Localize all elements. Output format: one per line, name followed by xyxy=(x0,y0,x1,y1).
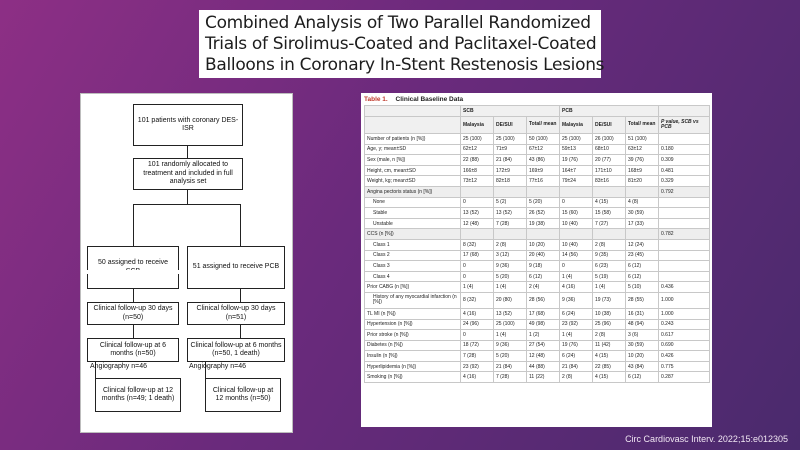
connector xyxy=(187,190,188,204)
table-cell: 0 xyxy=(560,261,593,272)
table-cell: 4 (16) xyxy=(461,372,494,383)
row-label: Diabetes (n [%]) xyxy=(365,340,461,351)
table-cell: 7 (27) xyxy=(593,218,626,229)
connector xyxy=(133,204,134,246)
table-row xyxy=(365,144,710,155)
table-cell: 21 (84) xyxy=(560,361,593,372)
table-cell: 23 (92) xyxy=(560,319,593,330)
baseline-table xyxy=(364,105,710,383)
randomized-text: 101 randomly allocated to treatment and included in full analysis set xyxy=(143,161,233,186)
table-row xyxy=(365,197,710,208)
table-row xyxy=(365,229,710,240)
table-cell: 0.426 xyxy=(659,351,710,362)
row-label: Insulin (n [%]) xyxy=(365,351,461,362)
table-cell: 1 (4) xyxy=(494,330,527,341)
table-row xyxy=(365,330,710,341)
row-label: Prior stroke (n [%]) xyxy=(365,330,461,341)
connector xyxy=(133,204,240,205)
table-cell: 28 (56) xyxy=(527,292,560,308)
table-cell: 8 (32) xyxy=(461,239,494,250)
table-title: Clinical Baseline Data xyxy=(395,96,464,103)
table-cell: 6 (24) xyxy=(560,308,593,319)
table-cell: 62±12 xyxy=(461,144,494,155)
table-cell: 20 (40) xyxy=(527,250,560,261)
row-label: Stable xyxy=(365,208,461,219)
table-cell: 7 (28) xyxy=(461,351,494,362)
table-cell: 68±10 xyxy=(593,144,626,155)
table-cell: 50 (100) xyxy=(527,134,560,145)
pcb-angiography: Angiography n=46 xyxy=(189,363,247,370)
consort-flowchart xyxy=(80,93,293,433)
article-title xyxy=(199,10,605,78)
table-cell: 79±24 xyxy=(560,176,593,187)
row-label: Smoking (n [%]) xyxy=(365,372,461,383)
row-label: Weight, kg; mean±SD xyxy=(365,176,461,187)
table-cell: 6 (12) xyxy=(626,271,659,282)
row-label: Sex (male, n [%]) xyxy=(365,155,461,166)
table-cell: 17 (68) xyxy=(461,250,494,261)
table-cell: 5 (20) xyxy=(494,271,527,282)
connector xyxy=(240,289,241,302)
table-cell: 0.309 xyxy=(659,155,710,166)
pcb-followup6-text: Clinical follow-up at 6 months (n=50, 1 death) xyxy=(190,341,282,357)
row-label: Class 2 xyxy=(365,250,461,261)
table-cell: 15 (58) xyxy=(593,208,626,219)
table-cell: 0.782 xyxy=(659,229,710,240)
table-cell: 4 (16) xyxy=(560,282,593,293)
table-row xyxy=(365,134,710,145)
table-cell: 19 (76) xyxy=(560,340,593,351)
table-cell xyxy=(626,229,659,240)
table-cell: 51 (100) xyxy=(626,134,659,145)
table-cell: 0 xyxy=(560,197,593,208)
row-label: Hyperlipidemia (n [%]) xyxy=(365,361,461,372)
table-cell: 6 (12) xyxy=(527,271,560,282)
table-cell: 48 (94) xyxy=(626,319,659,330)
table-cell: 67±12 xyxy=(527,144,560,155)
table-cell: 19 (38) xyxy=(527,218,560,229)
connector xyxy=(133,289,134,302)
table-cell: 10 (40) xyxy=(560,218,593,229)
enrolled-text: 101 patients with coronary DES-ISR xyxy=(137,116,239,132)
table-cell: 25 (100) xyxy=(461,134,494,145)
table-row xyxy=(365,351,710,362)
table-row xyxy=(365,361,710,372)
table-row xyxy=(365,155,710,166)
table-cell: 63±12 xyxy=(626,144,659,155)
table-cell: 0.329 xyxy=(659,176,710,187)
table-cell: 0.792 xyxy=(659,186,710,197)
table-cell: 11 (22) xyxy=(527,372,560,383)
table-cell xyxy=(593,186,626,197)
connector xyxy=(187,146,188,158)
table-cell: 0 xyxy=(461,197,494,208)
table-cell: 12 (48) xyxy=(527,351,560,362)
blank-header xyxy=(659,106,710,117)
group-scb: SCB xyxy=(461,106,560,117)
table-cell xyxy=(659,250,710,261)
table-cell: 11 (42) xyxy=(593,340,626,351)
row-label: Hypertension (n [%]) xyxy=(365,319,461,330)
table-cell: 39 (76) xyxy=(626,155,659,166)
table-row xyxy=(365,165,710,176)
table-cell: 10 (38) xyxy=(593,308,626,319)
table-cell: 77±16 xyxy=(527,176,560,187)
table-cell: 8 (32) xyxy=(461,292,494,308)
table-cell: 73±12 xyxy=(461,176,494,187)
column-header: Total/ mean xyxy=(626,117,659,134)
table-row xyxy=(365,176,710,187)
scb-followup30-box xyxy=(87,302,179,325)
table-cell: 71±9 xyxy=(494,144,527,155)
table-cell: 23 (92) xyxy=(461,361,494,372)
table-cell: 0 xyxy=(461,330,494,341)
table-cell: 0.436 xyxy=(659,282,710,293)
table-cell: 20 (77) xyxy=(593,155,626,166)
table-cell: 0.481 xyxy=(659,165,710,176)
table-row xyxy=(365,186,710,197)
table-cell: 17 (68) xyxy=(527,308,560,319)
table-cell: 43 (84) xyxy=(626,361,659,372)
table-cell: 5 (2) xyxy=(494,197,527,208)
scb-assigned-box xyxy=(87,246,179,289)
table-cell: 9 (36) xyxy=(494,261,527,272)
table-cell: 18 (72) xyxy=(461,340,494,351)
pcb-assigned-text: 51 assigned to receive PCB xyxy=(192,263,280,271)
table-cell: 10 (20) xyxy=(527,239,560,250)
column-header: Malaysia xyxy=(560,117,593,134)
row-label: Class 1 xyxy=(365,239,461,250)
table-cell: 2 (8) xyxy=(593,330,626,341)
table-cell: 2 (4) xyxy=(527,282,560,293)
connector xyxy=(133,325,134,338)
pcb-assigned-box xyxy=(187,246,285,289)
table-cell: 6 (24) xyxy=(560,351,593,362)
table-cell: 4 (15) xyxy=(593,372,626,383)
table-cell: 9 (36) xyxy=(560,292,593,308)
scb-followup12-text: Clinical follow-up at 12 months (n=49; 1 death) xyxy=(101,386,175,402)
table-row xyxy=(365,372,710,383)
table-cell: 6 (12) xyxy=(626,372,659,383)
table-cell: 22 (88) xyxy=(461,155,494,166)
table-cell: 24 (96) xyxy=(461,319,494,330)
connector xyxy=(240,204,241,246)
pcb-followup12-box xyxy=(205,378,281,412)
table-cell: 3 (6) xyxy=(626,330,659,341)
row-label: Unstable xyxy=(365,218,461,229)
table-cell: 15 (60) xyxy=(560,208,593,219)
pcb-followup12-text: Clinical follow-up at 12 months (n=50) xyxy=(212,386,274,402)
table-cell: 0.287 xyxy=(659,372,710,383)
scb-followup12-box xyxy=(95,378,181,412)
table-row xyxy=(365,218,710,229)
table-cell xyxy=(527,186,560,197)
table-cell: 4 (15) xyxy=(593,351,626,362)
pcb-followup30-text: Clinical follow-up 30 days (n=51) xyxy=(196,305,276,321)
scb-followup6-text: Clinical follow-up at 6 months (n=50) xyxy=(99,341,167,357)
table-row xyxy=(365,239,710,250)
table-cell: 5 (20) xyxy=(527,197,560,208)
table-cell: 81±20 xyxy=(626,176,659,187)
table-cell xyxy=(560,229,593,240)
table-cell xyxy=(659,197,710,208)
table-cell: 1.000 xyxy=(659,292,710,308)
table-cell: 1 (4) xyxy=(560,330,593,341)
table-cell xyxy=(560,186,593,197)
row-label: Age, y; mean±SD xyxy=(365,144,461,155)
citation: Circ Cardiovasc Interv. 2022;15:e012305 xyxy=(625,434,788,444)
scb-followup6-box xyxy=(87,338,179,362)
table-cell xyxy=(626,186,659,197)
table-cell: 49 (98) xyxy=(527,319,560,330)
table-cell xyxy=(659,239,710,250)
pcb-followup30-box xyxy=(187,302,285,325)
table-cell: 7 (28) xyxy=(494,218,527,229)
table-cell: 1 (4) xyxy=(560,271,593,282)
table-cell: 2 (8) xyxy=(494,239,527,250)
column-header: P value, SCB vs PCB xyxy=(659,117,710,134)
table-caption xyxy=(364,95,709,105)
column-header: DE/SUI xyxy=(494,117,527,134)
row-label: Prior CABG (n [%]) xyxy=(365,282,461,293)
table-cell: 4 (16) xyxy=(461,308,494,319)
blank-header xyxy=(365,117,461,134)
table-cell: 0 xyxy=(461,271,494,282)
title-line: Trials of Sirolimus-Coated and Paclitaxel-Coated xyxy=(205,34,597,54)
table-cell: 27 (54) xyxy=(527,340,560,351)
table-cell: 7 (28) xyxy=(494,372,527,383)
table-cell xyxy=(659,208,710,219)
table-cell: 26 (100) xyxy=(593,134,626,145)
table-cell xyxy=(659,218,710,229)
table-cell: 17 (33) xyxy=(626,218,659,229)
table-cell xyxy=(494,186,527,197)
table-cell: 3 (12) xyxy=(494,250,527,261)
table-cell: 13 (52) xyxy=(461,208,494,219)
table-cell: 6 (23) xyxy=(593,261,626,272)
table-cell: 10 (20) xyxy=(626,351,659,362)
table-cell: 5 (10) xyxy=(626,282,659,293)
randomized-box xyxy=(133,158,243,190)
table-cell: 1 (4) xyxy=(461,282,494,293)
table-cell: 0.690 xyxy=(659,340,710,351)
table-cell xyxy=(527,229,560,240)
table-cell: 0.243 xyxy=(659,319,710,330)
table-cell: 82±18 xyxy=(494,176,527,187)
table-cell: 22 (85) xyxy=(593,361,626,372)
row-label: TL MI (n [%]) xyxy=(365,308,461,319)
enrolled-box xyxy=(133,104,243,146)
table-cell: 12 (48) xyxy=(461,218,494,229)
table-row xyxy=(365,319,710,330)
table-cell: 16 (31) xyxy=(626,308,659,319)
table-row xyxy=(365,282,710,293)
table-cell: 1 (4) xyxy=(593,282,626,293)
table-cell: 168±9 xyxy=(626,165,659,176)
table-cell: 25 (100) xyxy=(560,134,593,145)
column-header: Malaysia xyxy=(461,117,494,134)
table-cell: 169±9 xyxy=(527,165,560,176)
table-cell: 25 (96) xyxy=(593,319,626,330)
row-label: CCS (n [%]) xyxy=(365,229,461,240)
table-cell: 10 (40) xyxy=(560,239,593,250)
scb-angiography: Angiography n=46 xyxy=(90,363,148,370)
table-cell: 9 (36) xyxy=(494,340,527,351)
table-column-header xyxy=(365,117,710,134)
row-label: Height, cm, mean±SD xyxy=(365,165,461,176)
table-cell: 171±10 xyxy=(593,165,626,176)
table-cell: 59±13 xyxy=(560,144,593,155)
table-cell: 0.775 xyxy=(659,361,710,372)
table-cell: 2 (8) xyxy=(560,372,593,383)
blank-header xyxy=(365,106,461,117)
title-line: Combined Analysis of Two Parallel Randomized xyxy=(205,13,591,33)
table-number: Table 1. xyxy=(364,96,388,103)
table-cell: 12 (24) xyxy=(626,239,659,250)
table-cell: 25 (100) xyxy=(494,319,527,330)
table-row xyxy=(365,292,710,308)
table-cell: 4 (15) xyxy=(593,197,626,208)
table-cell: 43 (86) xyxy=(527,155,560,166)
table-cell: 9 (35) xyxy=(593,250,626,261)
table-cell: 4 (8) xyxy=(626,197,659,208)
table-cell: 25 (100) xyxy=(494,134,527,145)
table-cell xyxy=(461,229,494,240)
table-cell xyxy=(494,229,527,240)
table-cell: 0 xyxy=(461,261,494,272)
column-header: Total/ mean xyxy=(527,117,560,134)
table-row xyxy=(365,261,710,272)
table-cell: 1 (4) xyxy=(494,282,527,293)
table-row xyxy=(365,340,710,351)
table-cell: 0.180 xyxy=(659,144,710,155)
table-cell: 19 (73) xyxy=(593,292,626,308)
title-line: Balloons in Coronary In-Stent Restenosis Lesions xyxy=(205,55,605,75)
table-cell: 28 (55) xyxy=(626,292,659,308)
table-group-header xyxy=(365,106,710,117)
row-label: Class 4 xyxy=(365,271,461,282)
table-cell: 13 (52) xyxy=(494,208,527,219)
table-cell: 1 (2) xyxy=(527,330,560,341)
row-label: Class 3 xyxy=(365,261,461,272)
table-cell: 13 (52) xyxy=(494,308,527,319)
table-cell: 6 (12) xyxy=(626,261,659,272)
table-row xyxy=(365,271,710,282)
table-cell: 5 (20) xyxy=(494,351,527,362)
table-cell: 5 (19) xyxy=(593,271,626,282)
table-cell: 166±8 xyxy=(461,165,494,176)
table-cell: 21 (84) xyxy=(494,361,527,372)
table-cell xyxy=(659,261,710,272)
connector xyxy=(240,325,241,338)
pcb-followup6-box xyxy=(187,338,285,362)
table-cell: 172±9 xyxy=(494,165,527,176)
table-cell: 30 (59) xyxy=(626,340,659,351)
table-cell xyxy=(461,186,494,197)
scb-assigned-text: 50 assigned to receive xyxy=(97,259,169,266)
table-cell xyxy=(659,271,710,282)
table-cell: 26 (52) xyxy=(527,208,560,219)
table-cell: 1.000 xyxy=(659,308,710,319)
table-cell: 9 (18) xyxy=(527,261,560,272)
table-cell: 21 (84) xyxy=(494,155,527,166)
table-cell: 23 (45) xyxy=(626,250,659,261)
table-row xyxy=(365,208,710,219)
table-row xyxy=(365,308,710,319)
group-pcb: PCB xyxy=(560,106,659,117)
table-cell: 164±7 xyxy=(560,165,593,176)
baseline-table-panel xyxy=(361,93,712,427)
table-cell: 30 (59) xyxy=(626,208,659,219)
table-cell: 2 (8) xyxy=(593,239,626,250)
table-cell: 0.617 xyxy=(659,330,710,341)
table-cell xyxy=(659,134,710,145)
table-cell: 83±16 xyxy=(593,176,626,187)
table-row xyxy=(365,250,710,261)
column-header: DE/SUI xyxy=(593,117,626,134)
row-label: None xyxy=(365,197,461,208)
scb-followup30-text: Clinical follow-up 30 days (n=50) xyxy=(93,305,173,321)
row-label: Angina pectoris status (n [%]) xyxy=(365,186,461,197)
table-cell xyxy=(593,229,626,240)
table-cell: 14 (56) xyxy=(560,250,593,261)
table-cell: 19 (76) xyxy=(560,155,593,166)
row-label: Number of patients (n [%]) xyxy=(365,134,461,145)
spacer xyxy=(87,270,179,274)
table-cell: 44 (88) xyxy=(527,361,560,372)
table-cell: 20 (80) xyxy=(494,292,527,308)
row-label: History of any myocardial infarction (n [%]) xyxy=(365,292,461,308)
